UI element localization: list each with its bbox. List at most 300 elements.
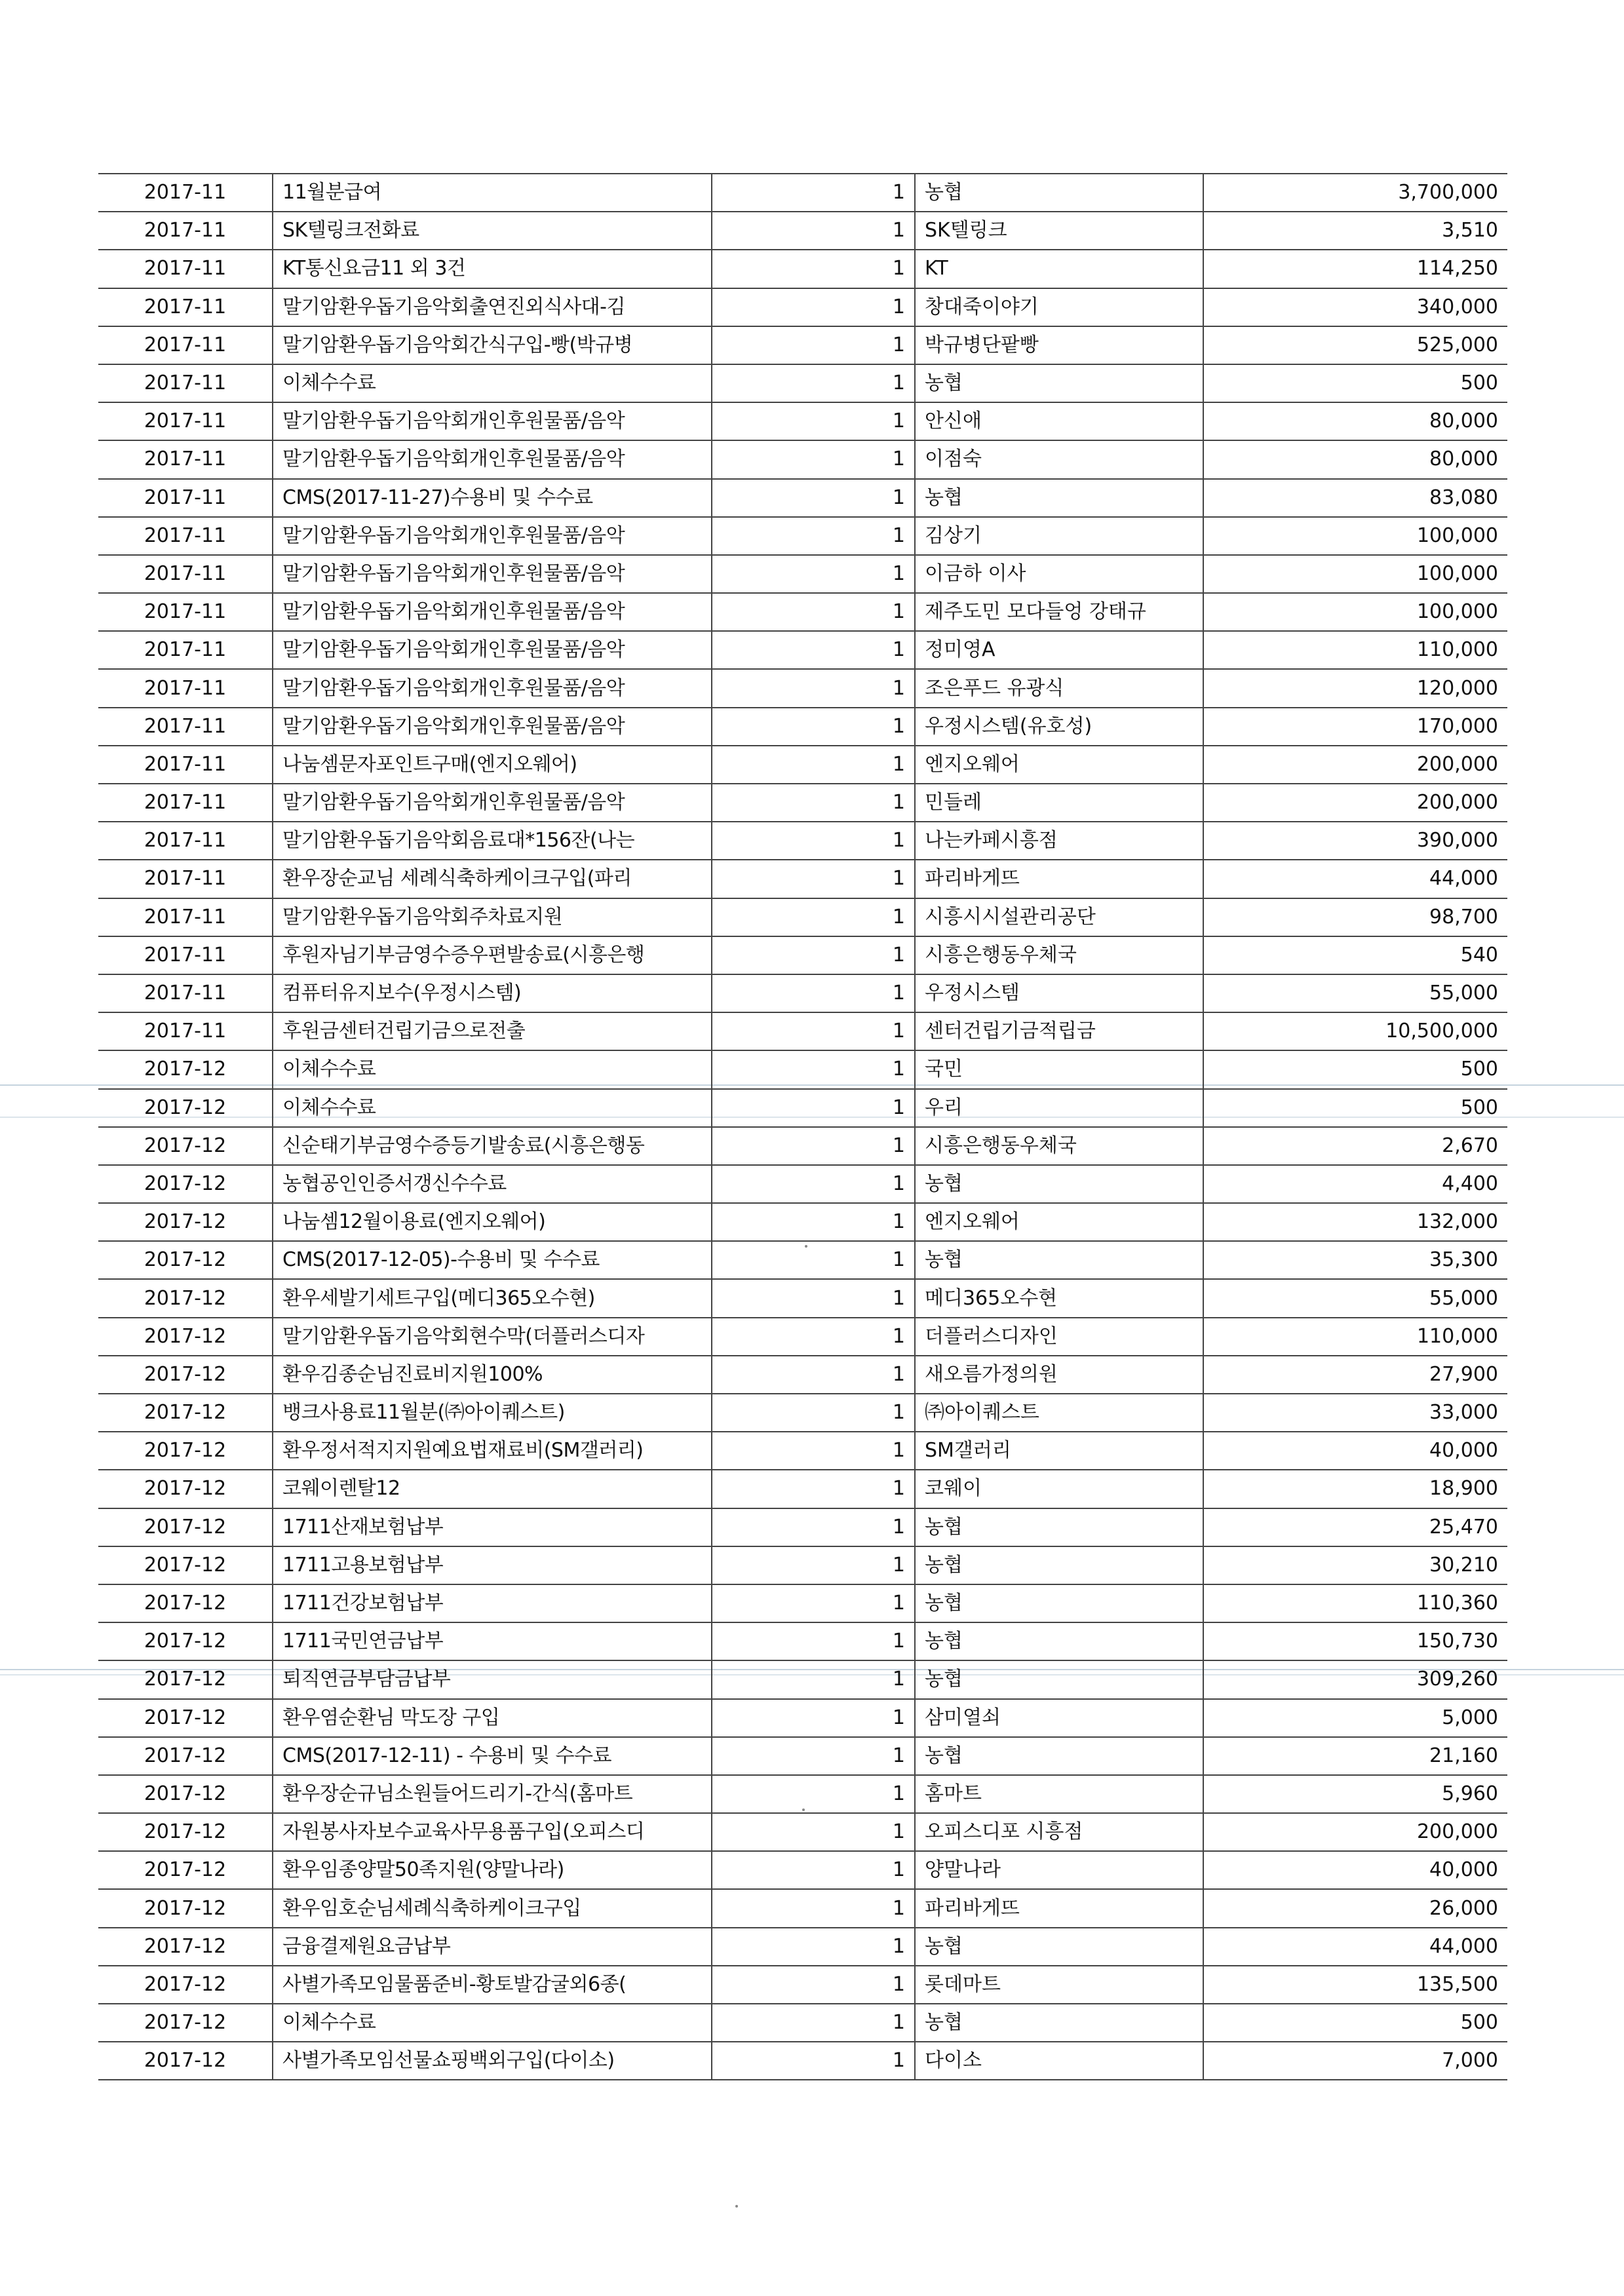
table-row — [98, 1775, 1507, 1813]
row-date: 2017-11 — [98, 479, 273, 517]
row-quantity: 1 — [712, 860, 915, 898]
row-quantity: 1 — [712, 250, 915, 288]
row-date: 2017-12 — [98, 2004, 273, 2042]
row-amount: 7,000 — [1203, 2042, 1507, 2080]
row-description: 뱅크사용료11월분(㈜아이퀘스트) — [273, 1394, 712, 1432]
row-date: 2017-11 — [98, 593, 273, 631]
row-amount: 80,000 — [1203, 440, 1507, 478]
row-amount: 40,000 — [1203, 1432, 1507, 1470]
row-quantity: 1 — [712, 898, 915, 936]
row-amount: 80,000 — [1203, 402, 1507, 440]
row-description: 자원봉사자보수교육사무용품구입(오피스디 — [273, 1813, 712, 1851]
row-description: 말기암환우돕기음악회개인후원물품/음악 — [273, 593, 712, 631]
row-amount: 21,160 — [1203, 1737, 1507, 1775]
table-row — [98, 860, 1507, 898]
table-row — [98, 555, 1507, 593]
row-quantity: 1 — [712, 746, 915, 784]
row-description: KT통신요금11 외 3건 — [273, 250, 712, 288]
row-amount: 132,000 — [1203, 1203, 1507, 1241]
row-amount: 55,000 — [1203, 974, 1507, 1012]
row-amount: 18,900 — [1203, 1470, 1507, 1508]
row-amount: 55,000 — [1203, 1279, 1507, 1317]
row-vendor: 시흥은행동우체국 — [915, 936, 1203, 974]
row-description: 코웨이렌탈12 — [273, 1470, 712, 1508]
row-quantity: 1 — [712, 1546, 915, 1584]
table-row — [98, 1660, 1507, 1698]
row-quantity: 1 — [712, 517, 915, 555]
row-amount: 5,960 — [1203, 1775, 1507, 1813]
row-vendor: 정미영A — [915, 631, 1203, 669]
row-description: 이체수수료 — [273, 364, 712, 402]
row-vendor: 농협 — [915, 1546, 1203, 1584]
row-date: 2017-12 — [98, 1089, 273, 1127]
row-quantity: 1 — [712, 1775, 915, 1813]
row-vendor: 농협 — [915, 1622, 1203, 1660]
row-date: 2017-12 — [98, 1394, 273, 1432]
row-quantity: 1 — [712, 1699, 915, 1737]
row-vendor: 농협 — [915, 1508, 1203, 1546]
row-date: 2017-12 — [98, 1966, 273, 2004]
table-row — [98, 250, 1507, 288]
row-quantity: 1 — [712, 708, 915, 746]
table-row — [98, 1050, 1507, 1088]
row-quantity: 1 — [712, 440, 915, 478]
row-amount: 44,000 — [1203, 860, 1507, 898]
row-vendor: 농협 — [915, 364, 1203, 402]
row-description: 환우임호순님세례식축하케이크구입 — [273, 1889, 712, 1927]
row-vendor: 파리바게뜨 — [915, 860, 1203, 898]
row-amount: 135,500 — [1203, 1966, 1507, 2004]
table-row — [98, 402, 1507, 440]
row-date: 2017-12 — [98, 1622, 273, 1660]
row-date: 2017-11 — [98, 936, 273, 974]
row-vendor: 코웨이 — [915, 1470, 1203, 1508]
row-quantity: 1 — [712, 364, 915, 402]
row-description: 신순태기부금영수증등기발송료(시흥은행동 — [273, 1127, 712, 1165]
row-date: 2017-11 — [98, 1012, 273, 1050]
row-amount: 10,500,000 — [1203, 1012, 1507, 1050]
row-vendor: 센터건립기금적립금 — [915, 1012, 1203, 1050]
row-date: 2017-12 — [98, 1470, 273, 1508]
row-amount: 27,900 — [1203, 1356, 1507, 1394]
row-vendor: 이점숙 — [915, 440, 1203, 478]
row-quantity: 1 — [712, 669, 915, 707]
row-description: SK텔링크전화료 — [273, 212, 712, 250]
row-vendor: 농협 — [915, 2004, 1203, 2042]
row-amount: 3,510 — [1203, 212, 1507, 250]
row-quantity: 1 — [712, 479, 915, 517]
table-row — [98, 1203, 1507, 1241]
row-amount: 200,000 — [1203, 1813, 1507, 1851]
row-description: 말기암환우돕기음악회개인후원물품/음악 — [273, 784, 712, 822]
row-date: 2017-11 — [98, 364, 273, 402]
row-description: 이체수수료 — [273, 1089, 712, 1127]
row-date: 2017-12 — [98, 1508, 273, 1546]
row-vendor: 새오름가정의원 — [915, 1356, 1203, 1394]
row-amount: 35,300 — [1203, 1241, 1507, 1279]
row-description: 말기암환우돕기음악회출연진외식사대-김 — [273, 288, 712, 326]
table-row — [98, 784, 1507, 822]
table-row — [98, 364, 1507, 402]
row-vendor: 국민 — [915, 1050, 1203, 1088]
row-vendor: SK텔링크 — [915, 212, 1203, 250]
row-quantity: 1 — [712, 974, 915, 1012]
row-amount: 309,260 — [1203, 1660, 1507, 1698]
row-amount: 200,000 — [1203, 746, 1507, 784]
row-amount: 110,000 — [1203, 1318, 1507, 1356]
row-date: 2017-12 — [98, 1203, 273, 1241]
table-row — [98, 212, 1507, 250]
row-description: 농협공인인증서갱신수수료 — [273, 1165, 712, 1203]
row-amount: 114,250 — [1203, 250, 1507, 288]
row-date: 2017-12 — [98, 1775, 273, 1813]
row-quantity: 1 — [712, 1241, 915, 1279]
row-quantity: 1 — [712, 1813, 915, 1851]
table-row — [98, 1432, 1507, 1470]
row-amount: 40,000 — [1203, 1851, 1507, 1889]
row-date: 2017-11 — [98, 746, 273, 784]
row-vendor: 박규병단팥빵 — [915, 326, 1203, 364]
table-row — [98, 822, 1507, 860]
row-date: 2017-11 — [98, 898, 273, 936]
row-description: 말기암환우돕기음악회간식구입-빵(박규병 — [273, 326, 712, 364]
row-quantity: 1 — [712, 1012, 915, 1050]
row-quantity: 1 — [712, 784, 915, 822]
row-amount: 340,000 — [1203, 288, 1507, 326]
row-date: 2017-12 — [98, 1584, 273, 1622]
row-quantity: 1 — [712, 1050, 915, 1088]
row-quantity: 1 — [712, 1432, 915, 1470]
table-row — [98, 1851, 1507, 1889]
row-amount: 100,000 — [1203, 555, 1507, 593]
table-row — [98, 1127, 1507, 1165]
row-quantity: 1 — [712, 402, 915, 440]
row-description: 퇴직연금부담금납부 — [273, 1660, 712, 1698]
table-row — [98, 631, 1507, 669]
row-date: 2017-12 — [98, 1660, 273, 1698]
row-vendor: 민들레 — [915, 784, 1203, 822]
row-description: 후원금센터건립기금으로전출 — [273, 1012, 712, 1050]
row-vendor: 농협 — [915, 1660, 1203, 1698]
row-amount: 3,700,000 — [1203, 174, 1507, 212]
row-amount: 525,000 — [1203, 326, 1507, 364]
row-date: 2017-12 — [98, 1889, 273, 1927]
row-description: 말기암환우돕기음악회음료대*156잔(나는 — [273, 822, 712, 860]
table-row — [98, 1356, 1507, 1394]
table-row — [98, 1737, 1507, 1775]
row-amount: 390,000 — [1203, 822, 1507, 860]
row-amount: 110,000 — [1203, 631, 1507, 669]
row-quantity: 1 — [712, 174, 915, 212]
row-vendor: 조은푸드 유광식 — [915, 669, 1203, 707]
row-description: CMS(2017-11-27)수용비 및 수수료 — [273, 479, 712, 517]
row-vendor: 양말나라 — [915, 1851, 1203, 1889]
row-date: 2017-12 — [98, 1737, 273, 1775]
table-row — [98, 1928, 1507, 1966]
row-quantity: 1 — [712, 1089, 915, 1127]
row-amount: 170,000 — [1203, 708, 1507, 746]
row-amount: 44,000 — [1203, 1928, 1507, 1966]
row-date: 2017-12 — [98, 1127, 273, 1165]
row-description: 말기암환우돕기음악회개인후원물품/음악 — [273, 708, 712, 746]
row-amount: 4,400 — [1203, 1165, 1507, 1203]
row-amount: 100,000 — [1203, 517, 1507, 555]
row-amount: 500 — [1203, 364, 1507, 402]
row-date: 2017-11 — [98, 250, 273, 288]
row-vendor: 김상기 — [915, 517, 1203, 555]
table-row — [98, 2004, 1507, 2042]
row-vendor: 우정시스템 — [915, 974, 1203, 1012]
row-quantity: 1 — [712, 631, 915, 669]
ledger-body — [98, 174, 1507, 2080]
row-date: 2017-11 — [98, 822, 273, 860]
row-date: 2017-12 — [98, 1813, 273, 1851]
table-row — [98, 1241, 1507, 1279]
row-description: 환우장순규님소원들어드리기-간식(홈마트 — [273, 1775, 712, 1813]
row-amount: 26,000 — [1203, 1889, 1507, 1927]
table-row — [98, 1394, 1507, 1432]
row-amount: 110,360 — [1203, 1584, 1507, 1622]
row-description: 사별가족모임선물쇼핑백외구입(다이소) — [273, 2042, 712, 2080]
row-vendor: 농협 — [915, 1737, 1203, 1775]
row-vendor: 롯데마트 — [915, 1966, 1203, 2004]
row-amount: 33,000 — [1203, 1394, 1507, 1432]
table-row — [98, 1318, 1507, 1356]
row-quantity: 1 — [712, 1584, 915, 1622]
row-date: 2017-11 — [98, 440, 273, 478]
row-date: 2017-11 — [98, 402, 273, 440]
row-vendor: 메디365오수현 — [915, 1279, 1203, 1317]
table-row — [98, 708, 1507, 746]
row-vendor: 오피스디포 시흥점 — [915, 1813, 1203, 1851]
row-description: 말기암환우돕기음악회개인후원물품/음악 — [273, 402, 712, 440]
row-vendor: 농협 — [915, 479, 1203, 517]
row-date: 2017-11 — [98, 174, 273, 212]
row-quantity: 1 — [712, 1966, 915, 2004]
row-date: 2017-11 — [98, 212, 273, 250]
table-row — [98, 288, 1507, 326]
row-quantity: 1 — [712, 1394, 915, 1432]
row-date: 2017-11 — [98, 631, 273, 669]
row-vendor: 농협 — [915, 1165, 1203, 1203]
table-row — [98, 1622, 1507, 1660]
row-amount: 5,000 — [1203, 1699, 1507, 1737]
row-amount: 2,670 — [1203, 1127, 1507, 1165]
row-description: 나눔셈12월이용료(엔지오웨어) — [273, 1203, 712, 1241]
row-quantity: 1 — [712, 1470, 915, 1508]
row-date: 2017-12 — [98, 2042, 273, 2080]
row-description: 말기암환우돕기음악회개인후원물품/음악 — [273, 631, 712, 669]
row-date: 2017-12 — [98, 1241, 273, 1279]
row-description: 1711건강보험납부 — [273, 1584, 712, 1622]
row-vendor: 안신애 — [915, 402, 1203, 440]
row-vendor: 이금하 이사 — [915, 555, 1203, 593]
row-description: 이체수수료 — [273, 2004, 712, 2042]
table-row — [98, 1584, 1507, 1622]
row-vendor: 삼미열쇠 — [915, 1699, 1203, 1737]
row-date: 2017-12 — [98, 1279, 273, 1317]
row-quantity: 1 — [712, 936, 915, 974]
row-description: CMS(2017-12-05)-수용비 및 수수료 — [273, 1241, 712, 1279]
row-date: 2017-11 — [98, 555, 273, 593]
row-quantity: 1 — [712, 822, 915, 860]
table-row — [98, 593, 1507, 631]
row-date: 2017-12 — [98, 1851, 273, 1889]
row-quantity: 1 — [712, 1279, 915, 1317]
table-row — [98, 1699, 1507, 1737]
row-description: 환우세발기세트구입(메디365오수현) — [273, 1279, 712, 1317]
table-row — [98, 746, 1507, 784]
row-date: 2017-12 — [98, 1928, 273, 1966]
row-date: 2017-12 — [98, 1432, 273, 1470]
row-amount: 500 — [1203, 1050, 1507, 1088]
table-row — [98, 1889, 1507, 1927]
row-vendor: 나는카페시흥점 — [915, 822, 1203, 860]
row-date: 2017-11 — [98, 326, 273, 364]
row-quantity: 1 — [712, 288, 915, 326]
row-description: 말기암환우돕기음악회주차료지원 — [273, 898, 712, 936]
row-amount: 540 — [1203, 936, 1507, 974]
row-description: 이체수수료 — [273, 1050, 712, 1088]
row-vendor: 더플러스디자인 — [915, 1318, 1203, 1356]
row-description: 환우임종양말50족지원(양말나라) — [273, 1851, 712, 1889]
row-quantity: 1 — [712, 1508, 915, 1546]
row-description: 컴퓨터유지보수(우정시스템) — [273, 974, 712, 1012]
row-description: 사별가족모임물품준비-황토발감굴외6종( — [273, 1966, 712, 2004]
table-row — [98, 1089, 1507, 1127]
table-row — [98, 517, 1507, 555]
row-vendor: 파리바게뜨 — [915, 1889, 1203, 1927]
row-amount: 200,000 — [1203, 784, 1507, 822]
row-vendor: 엔지오웨어 — [915, 1203, 1203, 1241]
row-vendor: 제주도민 모다들엉 강태규 — [915, 593, 1203, 631]
row-amount: 30,210 — [1203, 1546, 1507, 1584]
row-date: 2017-11 — [98, 784, 273, 822]
table-row — [98, 936, 1507, 974]
row-date: 2017-11 — [98, 288, 273, 326]
row-quantity: 1 — [712, 1851, 915, 1889]
row-date: 2017-11 — [98, 517, 273, 555]
row-date: 2017-12 — [98, 1546, 273, 1584]
table-row — [98, 1470, 1507, 1508]
row-quantity: 1 — [712, 1928, 915, 1966]
row-quantity: 1 — [712, 1127, 915, 1165]
row-description: 11월분급여 — [273, 174, 712, 212]
row-quantity: 1 — [712, 2042, 915, 2080]
row-vendor: 농협 — [915, 1584, 1203, 1622]
row-amount: 83,080 — [1203, 479, 1507, 517]
row-description: CMS(2017-12-11) - 수용비 및 수수료 — [273, 1737, 712, 1775]
table-row — [98, 479, 1507, 517]
row-description: 환우김종순님진료비지원100% — [273, 1356, 712, 1394]
scan-speck — [735, 2205, 738, 2208]
row-description: 후원자님기부금영수증우편발송료(시흥은행 — [273, 936, 712, 974]
row-quantity: 1 — [712, 212, 915, 250]
table-row — [98, 1546, 1507, 1584]
table-row — [98, 1966, 1507, 2004]
row-description: 말기암환우돕기음악회현수막(더플러스디자 — [273, 1318, 712, 1356]
table-row — [98, 974, 1507, 1012]
row-description: 1711고용보험납부 — [273, 1546, 712, 1584]
row-vendor: 다이소 — [915, 2042, 1203, 2080]
table-row — [98, 2042, 1507, 2080]
row-vendor: 엔지오웨어 — [915, 746, 1203, 784]
row-vendor: SM갤러리 — [915, 1432, 1203, 1470]
row-date: 2017-11 — [98, 860, 273, 898]
table-row — [98, 440, 1507, 478]
table-row — [98, 1012, 1507, 1050]
row-amount: 120,000 — [1203, 669, 1507, 707]
row-quantity: 1 — [712, 1165, 915, 1203]
table-row — [98, 174, 1507, 212]
row-description: 1711산재보험납부 — [273, 1508, 712, 1546]
row-vendor: 우정시스템(유호성) — [915, 708, 1203, 746]
row-description: 말기암환우돕기음악회개인후원물품/음악 — [273, 517, 712, 555]
row-vendor: 홈마트 — [915, 1775, 1203, 1813]
table-row — [98, 1165, 1507, 1203]
row-amount: 500 — [1203, 2004, 1507, 2042]
row-date: 2017-12 — [98, 1165, 273, 1203]
row-vendor: 농협 — [915, 1928, 1203, 1966]
row-quantity: 1 — [712, 1737, 915, 1775]
table-row — [98, 1279, 1507, 1317]
row-date: 2017-11 — [98, 669, 273, 707]
row-date: 2017-12 — [98, 1050, 273, 1088]
row-date: 2017-11 — [98, 974, 273, 1012]
row-amount: 150,730 — [1203, 1622, 1507, 1660]
row-quantity: 1 — [712, 593, 915, 631]
row-quantity: 1 — [712, 555, 915, 593]
row-quantity: 1 — [712, 1356, 915, 1394]
row-quantity: 1 — [712, 1889, 915, 1927]
row-vendor: ㈜아이퀘스트 — [915, 1394, 1203, 1432]
row-description: 말기암환우돕기음악회개인후원물품/음악 — [273, 555, 712, 593]
row-vendor: KT — [915, 250, 1203, 288]
row-description: 1711국민연금납부 — [273, 1622, 712, 1660]
row-description: 환우정서적지지원예요법재료비(SM갤러리) — [273, 1432, 712, 1470]
row-quantity: 1 — [712, 1318, 915, 1356]
table-row — [98, 898, 1507, 936]
row-description: 말기암환우돕기음악회개인후원물품/음악 — [273, 440, 712, 478]
row-amount: 25,470 — [1203, 1508, 1507, 1546]
expense-ledger-table — [98, 173, 1507, 2080]
row-quantity: 1 — [712, 326, 915, 364]
row-amount: 500 — [1203, 1089, 1507, 1127]
row-date: 2017-12 — [98, 1699, 273, 1737]
row-description: 환우장순교님 세례식축하케이크구입(파리 — [273, 860, 712, 898]
row-vendor: 시흥은행동우체국 — [915, 1127, 1203, 1165]
row-vendor: 농협 — [915, 174, 1203, 212]
row-vendor: 시흥시시설관리공단 — [915, 898, 1203, 936]
table-row — [98, 669, 1507, 707]
row-date: 2017-12 — [98, 1356, 273, 1394]
row-amount: 100,000 — [1203, 593, 1507, 631]
row-description: 금융결제원요금납부 — [273, 1928, 712, 1966]
table-row — [98, 326, 1507, 364]
row-description: 말기암환우돕기음악회개인후원물품/음악 — [273, 669, 712, 707]
row-quantity: 1 — [712, 1660, 915, 1698]
row-amount: 98,700 — [1203, 898, 1507, 936]
row-date: 2017-12 — [98, 1318, 273, 1356]
row-vendor: 우리 — [915, 1089, 1203, 1127]
row-date: 2017-11 — [98, 708, 273, 746]
row-quantity: 1 — [712, 1622, 915, 1660]
row-vendor: 창대죽이야기 — [915, 288, 1203, 326]
table-row — [98, 1508, 1507, 1546]
row-quantity: 1 — [712, 1203, 915, 1241]
row-description: 환우염순환님 막도장 구입 — [273, 1699, 712, 1737]
row-quantity: 1 — [712, 2004, 915, 2042]
